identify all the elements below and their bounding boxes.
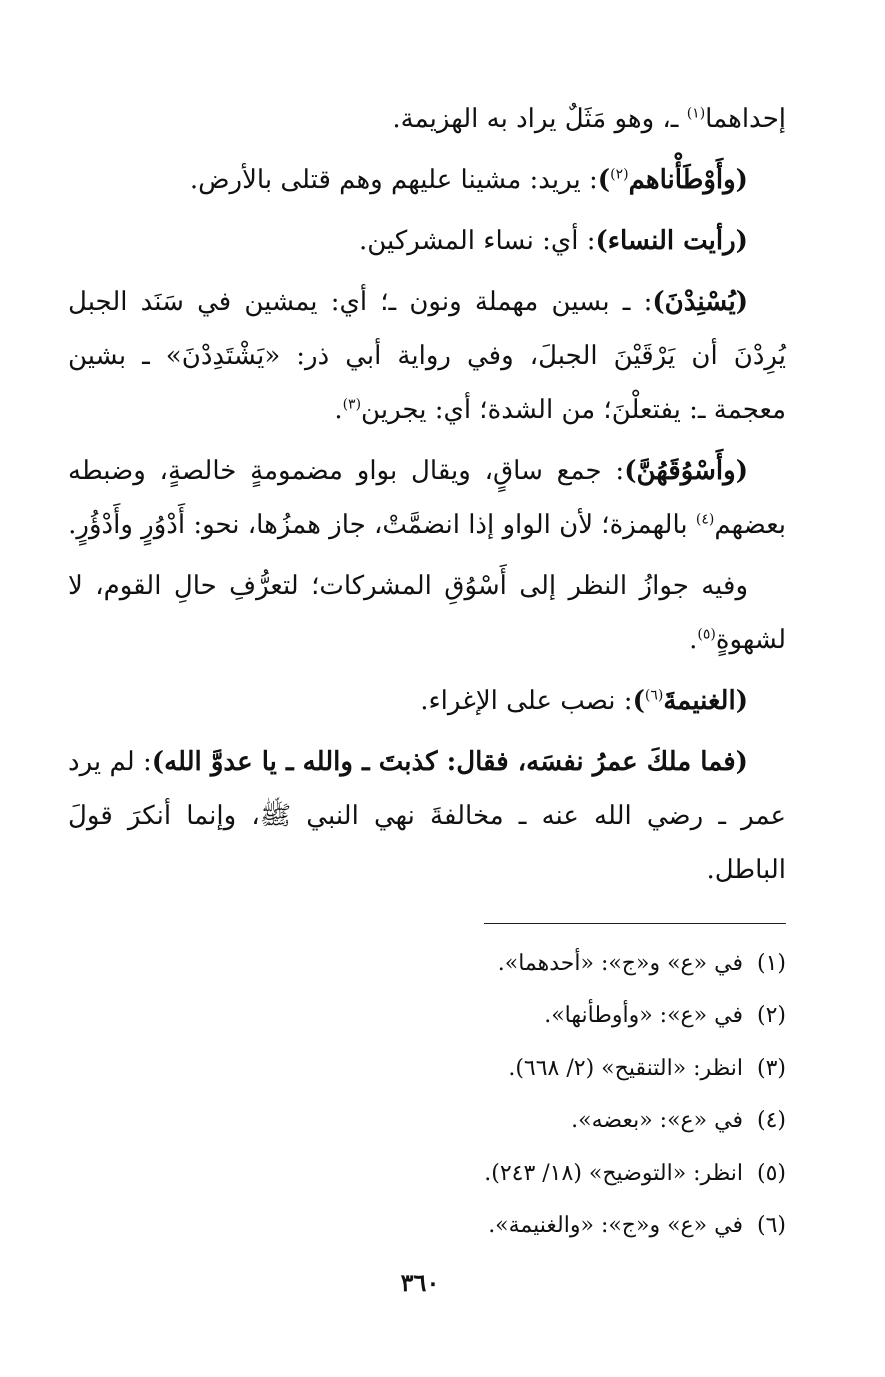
footnote-ref-1[interactable]: (١): [686, 105, 706, 122]
footnote-ref-2[interactable]: (٢): [610, 166, 629, 183]
main-text: [68, 92, 786, 904]
footnote-number: (٢): [756, 1003, 786, 1029]
footnote-number: (١): [756, 951, 786, 976]
footnote-2: [68, 990, 786, 1042]
term: (فما ملكَ عمرُ نفسَه، فقال: كذبتَ ـ والله ـ يا عدوَّ الله): [151, 747, 748, 777]
footnote-ref-5[interactable]: (٥): [697, 626, 716, 643]
term: (يُسْنِدْنَ): [652, 287, 748, 317]
paragraph-2: [68, 153, 786, 207]
paragraph-5: [68, 444, 786, 552]
footnote-3: [68, 1043, 786, 1095]
footnote-ref-3[interactable]: (٣): [342, 396, 362, 413]
text: : نصب على الإغراء.: [420, 686, 633, 716]
term-close: ): [597, 165, 611, 195]
footnote-text: في «ع»: «وأوطأنها».: [544, 1003, 743, 1029]
paragraph-8: [68, 735, 786, 897]
text: إحداهما: [705, 104, 786, 134]
term: (وأَسْوُقَهُنَّ): [624, 456, 748, 486]
text: ـ، وهو مَثَلٌ يراد به الهزيمة.: [392, 104, 687, 134]
footnote-1: [68, 938, 786, 990]
footnote-5: [68, 1148, 786, 1200]
paragraph-3: [68, 214, 786, 268]
text: : أي: نساء المشركين.: [358, 226, 596, 256]
paragraph-6: [68, 559, 786, 667]
footnote-separator: [484, 923, 786, 924]
footnote-ref-6[interactable]: (٦): [644, 687, 664, 704]
footnote-number: (٤): [756, 1108, 786, 1134]
footnote-number: (٣): [756, 1055, 786, 1081]
footnote-6: [68, 1200, 786, 1252]
footnote-number: (٦): [756, 1212, 786, 1238]
footnote-text: انظر: «التنقيح» (٢/ ٦٦٨).: [508, 1055, 743, 1081]
paragraph-4: [68, 275, 786, 437]
footnote-4: [68, 1095, 786, 1147]
term: (وأَوْطَأْناهم: [628, 165, 748, 195]
term: (الغنيمةَ: [663, 686, 748, 716]
footnote-text: في «ع»: «بعضه».: [571, 1108, 743, 1134]
text: : لم يرد عمر ـ رضي الله عنه ـ مخالفةَ نهي النبي ﷺ، وإنما أنكرَ قولَ الباطل.: [68, 747, 786, 885]
text: .: [334, 395, 343, 425]
text: : جمع ساقٍ، ويقال بواو مضمومةٍ خالصةٍ، وضبطه بعضهم: [68, 456, 786, 540]
text: : ـ بسين مهملة ونون ـ؛ أي: يمشين في سَنَد الجبل يُرِدْنَ أن يَرْقَيْنَ الجبلَ، وفي رواية أبي ذر: «يَشْتَدِدْنَ» ـ بشين معجمة ـ: يفتعلْنَ؛ من الشدة؛ أي: يجرين: [68, 287, 786, 425]
footnote-text: في «ع» و«ج»: «والغنيمة».: [488, 1212, 743, 1238]
text: .: [689, 625, 698, 655]
text: : يريد: مشينا عليهم وهم قتلى بالأرض.: [189, 165, 598, 195]
text: وفيه جوازُ النظر إلى أَسْوُقِ المشركات؛ لتعرُّفِ حالِ القوم، لا لشهوةٍ: [68, 571, 786, 655]
footnote-number: (٥): [756, 1160, 786, 1186]
paragraph-1: [68, 92, 786, 146]
footnotes: [68, 938, 786, 1252]
text: بالهمزة؛ لأن الواو إذا انضمَّتْ، جاز همزُها، نحو: أَدْوُرٍ وأَدْؤُرٍ.: [68, 510, 696, 540]
footnote-text: في «ع» و«ج»: «أحدهما».: [497, 951, 743, 976]
term: (رأيت النساء): [595, 226, 748, 256]
page-number: ٣٦٠: [400, 1268, 440, 1297]
term-close: ): [632, 686, 645, 716]
footnote-ref-4[interactable]: (٤): [695, 511, 715, 528]
paragraph-7: [68, 674, 786, 728]
footnote-text: انظر: «التوضيح» (١٨/ ٢٤٣).: [484, 1160, 743, 1186]
